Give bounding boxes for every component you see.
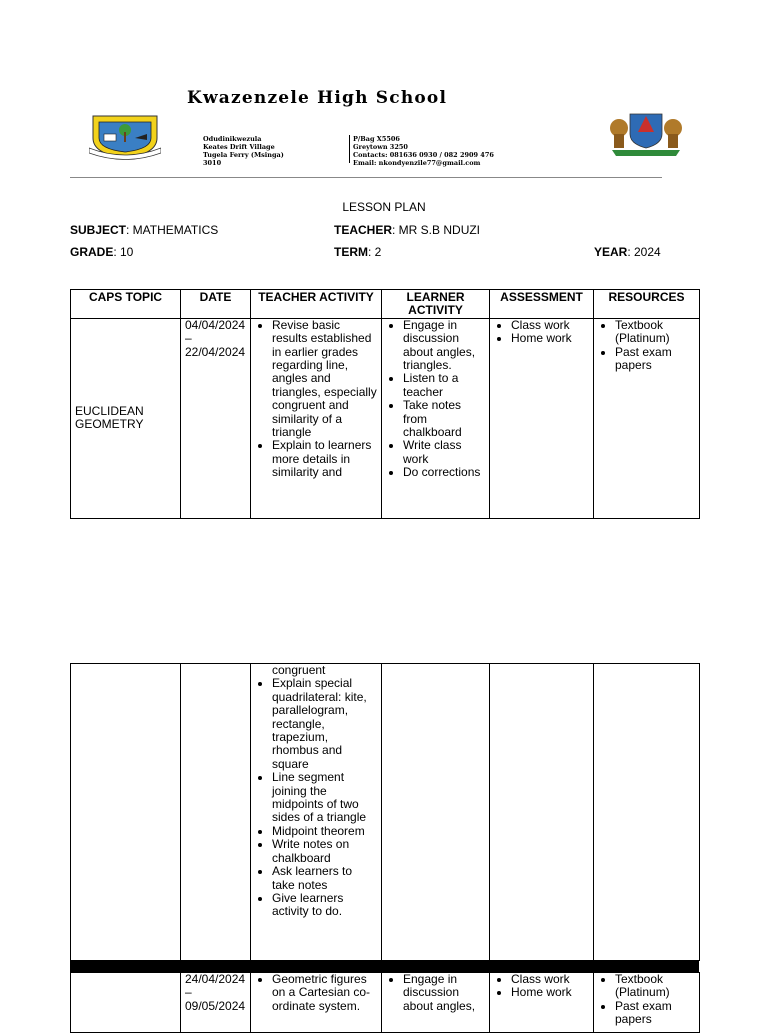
- school-name: Kwazenzele High School: [187, 88, 448, 108]
- subject-value: : MATHEMATICS: [126, 223, 219, 237]
- year-value: : 2024: [627, 245, 661, 259]
- row-separator-bar: [70, 960, 699, 972]
- column-header: TEACHER ACTIVITY: [251, 290, 382, 319]
- assessment-cell: [490, 318, 594, 518]
- term-line: [334, 245, 381, 259]
- date-dash: –: [185, 985, 192, 1000]
- year-line: [594, 245, 661, 259]
- grade-value: : 10: [113, 245, 134, 259]
- subject-line: [70, 223, 218, 237]
- list-item: • Home work: [511, 332, 589, 345]
- list-item: • Explain to learners more details in similarity and: [272, 439, 377, 479]
- list-item: • Textbook (Platinum): [615, 973, 695, 1000]
- doc-title: LESSON PLAN: [342, 200, 426, 214]
- school-crest-logo: [89, 108, 161, 160]
- resources-cell: [594, 318, 700, 518]
- list-item: • Engage in discussion about angles,: [403, 973, 485, 1013]
- address-line: Odudinikwezula: [203, 135, 262, 143]
- learner-activity-cell: [382, 664, 490, 961]
- address-divider: [349, 135, 350, 163]
- term-label: TERM: [334, 245, 368, 259]
- date-start: 24/04/2024: [185, 972, 246, 986]
- list-item: • Class work: [511, 319, 589, 332]
- table-row: [71, 664, 700, 961]
- list-item: • Geometric figures on a Cartesian co-ordinate system.: [272, 973, 377, 1013]
- list-item: • Line segment joining the midpoints of two sides of a triangle: [272, 771, 377, 825]
- address-line: Keates Drift Village: [203, 143, 275, 151]
- caps-topic-cell: EUCLIDEAN GEOMETRY: [71, 318, 181, 518]
- teacher-value: : MR S.B NDUZI: [392, 223, 481, 237]
- grade-label: GRADE: [70, 245, 114, 259]
- table-header-row: [71, 290, 700, 319]
- list-item: • Class work: [511, 973, 589, 986]
- column-header: ASSESSMENT: [490, 290, 594, 319]
- list-item: • Engage in discussion about angles, triangles.: [403, 319, 485, 373]
- address-right: [353, 135, 494, 167]
- resources-cell: [594, 664, 700, 961]
- lesson-plan-table-continued: [70, 663, 700, 961]
- continued-text: congruent: [272, 663, 326, 677]
- list-item: • Textbook (Platinum): [615, 319, 695, 346]
- address-line: Email: nkondyenzile77@gmail.com: [353, 159, 481, 167]
- column-header: DATE: [181, 290, 251, 319]
- address-left: [203, 135, 284, 167]
- subject-label: SUBJECT: [70, 223, 127, 237]
- list-item: • Past exam papers: [615, 346, 695, 373]
- list-item: • Midpoint theorem: [272, 825, 377, 838]
- address-line: Contacts: 081636 0930 / 082 2909 476: [353, 151, 494, 159]
- list-item: • Write notes on chalkboard: [272, 838, 377, 865]
- teacher-activity-cell: [251, 318, 382, 518]
- list-item: • Past exam papers: [615, 1000, 695, 1027]
- lesson-plan-table: [70, 289, 700, 519]
- column-header: LEARNER ACTIVITY: [382, 290, 490, 319]
- column-header: RESOURCES: [594, 290, 700, 319]
- teacher-label: TEACHER: [334, 223, 393, 237]
- list-item: • Revise basic results established in earlier grades regarding line, angles and triangles, especially congruent and similarity of a triangle: [272, 319, 377, 440]
- list-item: • Listen to a teacher: [403, 372, 485, 399]
- list-item: • Ask learners to take notes: [272, 865, 377, 892]
- address-line: P/Bag X5506: [353, 135, 400, 143]
- list-item: • Do corrections: [403, 466, 485, 479]
- teacher-activity-cell: [251, 664, 382, 961]
- caps-topic-cell: [71, 664, 181, 961]
- date-cell: [181, 318, 251, 518]
- kzn-coat-of-arms-logo: [606, 106, 686, 158]
- table-row: [71, 318, 700, 518]
- date-end: 22/04/2024: [185, 344, 246, 359]
- date-start: 04/04/2024: [185, 317, 246, 332]
- list-item: • Home work: [511, 986, 589, 999]
- learner-activity-cell: [382, 318, 490, 518]
- teacher-line: [334, 223, 480, 237]
- date-cell: [181, 664, 251, 961]
- assessment-cell: [490, 664, 594, 961]
- address-line: 3010: [203, 159, 222, 167]
- year-label: YEAR: [594, 245, 628, 259]
- header-divider: [70, 177, 662, 178]
- date-end: 09/05/2024: [185, 998, 246, 1013]
- column-header: CAPS TOPIC: [71, 290, 181, 319]
- term-value: : 2: [368, 245, 382, 259]
- list-item: • Explain special quadrilateral: kite, parallelogram, rectangle, trapezium, rhombus and square: [272, 677, 377, 771]
- grade-line: [70, 245, 133, 259]
- address-line: Greytown 3250: [353, 143, 408, 151]
- list-item: • Give learners activity to do.: [272, 892, 377, 919]
- list-item: • Write class work: [403, 439, 485, 466]
- address-line: Tugela Ferry (Msinga): [203, 151, 284, 159]
- date-dash: –: [185, 331, 192, 346]
- list-item: • Take notes from chalkboard: [403, 399, 485, 439]
